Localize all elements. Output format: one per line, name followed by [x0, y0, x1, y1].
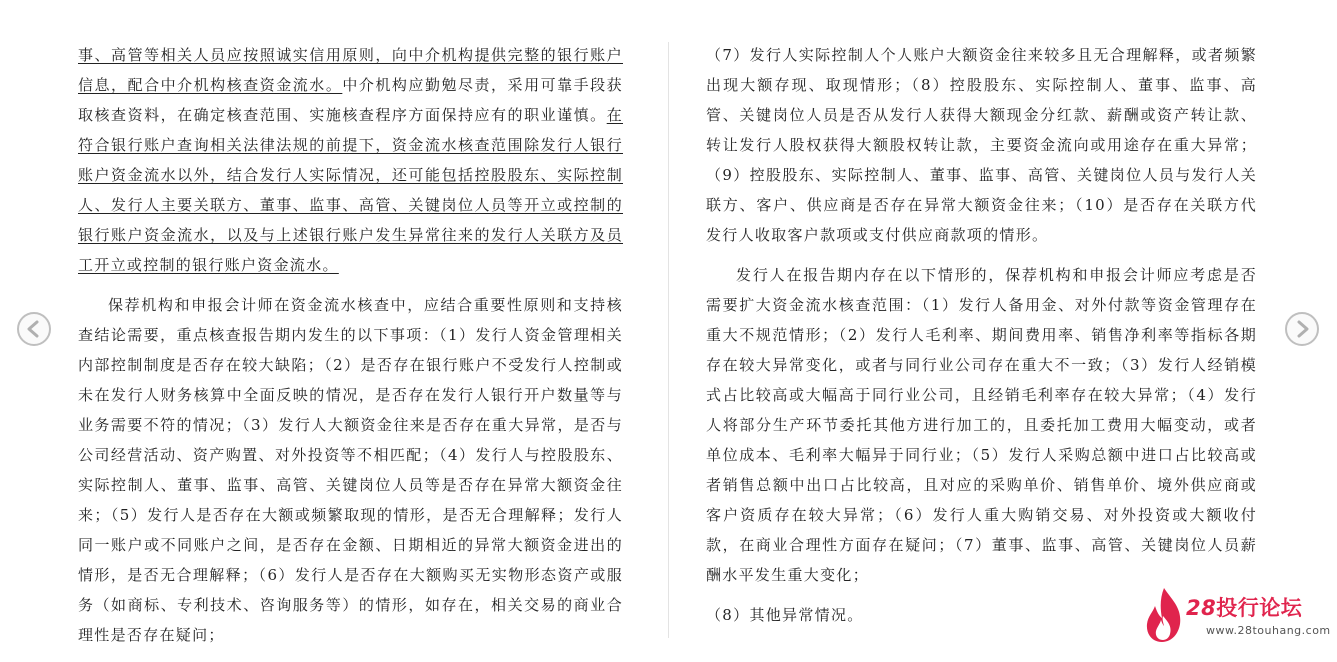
chevron-left-icon	[19, 314, 49, 344]
underlined-text-a: 事、高管等相关人员应按照诚实信用原则，向中介机构提供完整的银行账户信息，配合中介机构核查资金流水。	[78, 46, 623, 94]
underlined-text-c: 在符合银行账户查询相关法律法规的前提下，资金流水核查范围除发行人银行账户资金流水以外，结合发行人实际情况，还可能包括控股股东、实际控制人、发行人主要关联方、董事、监事、高管、关键岗位人员等开立或控制的银行账户资金流水，以及与上述银行账户发生异常往来的发行人关联方及员工开立或控制的银行账户资金流水。	[78, 106, 623, 274]
left-page	[78, 40, 623, 650]
right-para-3: （8）其他异常情况。	[706, 606, 864, 624]
flame-icon	[1142, 586, 1186, 644]
right-para-2: 发行人在报告期内存在以下情形的，保荐机构和申报会计师应考虑是否需要扩大资金流水核查范围：（1）发行人备用金、对外付款等资金管理存在重大不规范情形；（2）发行人毛利率、期间费用率、销售净利率等指标各期存在较大异常变化，或者与同行业公司存在重大不一致；（3）发行人经销模式占比较高或大幅高于同行业公司，且经销毛利率存在较大异常；（4）发行人将部分生产环节委托其他方进行加工的，且委托加工费用大幅变动，或者单位成本、毛利率大幅异于同行业；（5）发行人采购总额中进口占比较高或者销售总额中出口占比较高，且对应的采购单价、销售单价、境外供应商或客户资质存在较大异常；（6）发行人重大购销交易、对外投资或大额收付款，在商业合理性方面存在疑问；（7）董事、监事、高管、关键岗位人员薪酬水平发生重大变化；	[706, 266, 1257, 584]
page-divider	[668, 42, 669, 638]
prev-page-button[interactable]	[17, 312, 51, 346]
logo-brand	[1186, 592, 1302, 622]
plain-text-b: 中介机构应勤勉尽责，采用可靠手段获取核查资料，在确定核查范围、实施核查程序方面保持应有的职业谨慎。	[78, 76, 623, 124]
logo-name: 投行论坛	[1216, 596, 1303, 620]
right-page	[706, 40, 1257, 630]
next-page-button[interactable]	[1285, 312, 1319, 346]
logo-url: www.28touhang.com	[1206, 624, 1331, 637]
logo-number: 28	[1186, 596, 1217, 620]
left-para-2: 保荐机构和申报会计师在资金流水核查中，应结合重要性原则和支持核查结论需要，重点核查报告期内发生的以下事项：（1）发行人资金管理相关内部控制制度是否存在较大缺陷；（2）是否存在银行账户不受发行人控制或未在发行人财务核算中全面反映的情况，是否存在发行人银行开户数量等与业务需要不符的情况；（3）发行人大额资金往来是否存在重大异常，是否与公司经营活动、资产购置、对外投资等不相匹配；（4）发行人与控股股东、实际控制人、董事、监事、高管、关键岗位人员等是否存在异常大额资金往来；（5）发行人是否存在大额或频繁取现的情形，是否无合理解释；发行人同一账户或不同账户之间，是否存在金额、日期相近的异常大额资金进出的情形，是否无合理解释；（6）发行人是否存在大额购买无实物形态资产或服务（如商标、专利技术、咨询服务等）的情形，如存在，相关交易的商业合理性是否存在疑问；	[78, 296, 623, 644]
site-logo[interactable]	[1140, 586, 1331, 646]
chevron-right-icon	[1287, 314, 1317, 344]
left-para-1	[78, 40, 623, 280]
right-para-1: （7）发行人实际控制人个人账户大额资金往来较多且无合理解释，或者频繁出现大额存现、取现情形；（8）控股股东、实际控制人、董事、监事、高管、关键岗位人员是否从发行人获得大额现金分红款、薪酬或资产转让款、转让发行人股权获得大额股权转让款，主要资金流向或用途存在重大异常；（9）控股股东、实际控制人、董事、监事、高管、关键岗位人员与发行人关联方、客户、供应商是否存在异常大额资金往来；（10）是否存在关联方代发行人收取客户款项或支付供应商款项的情形。	[706, 46, 1257, 244]
